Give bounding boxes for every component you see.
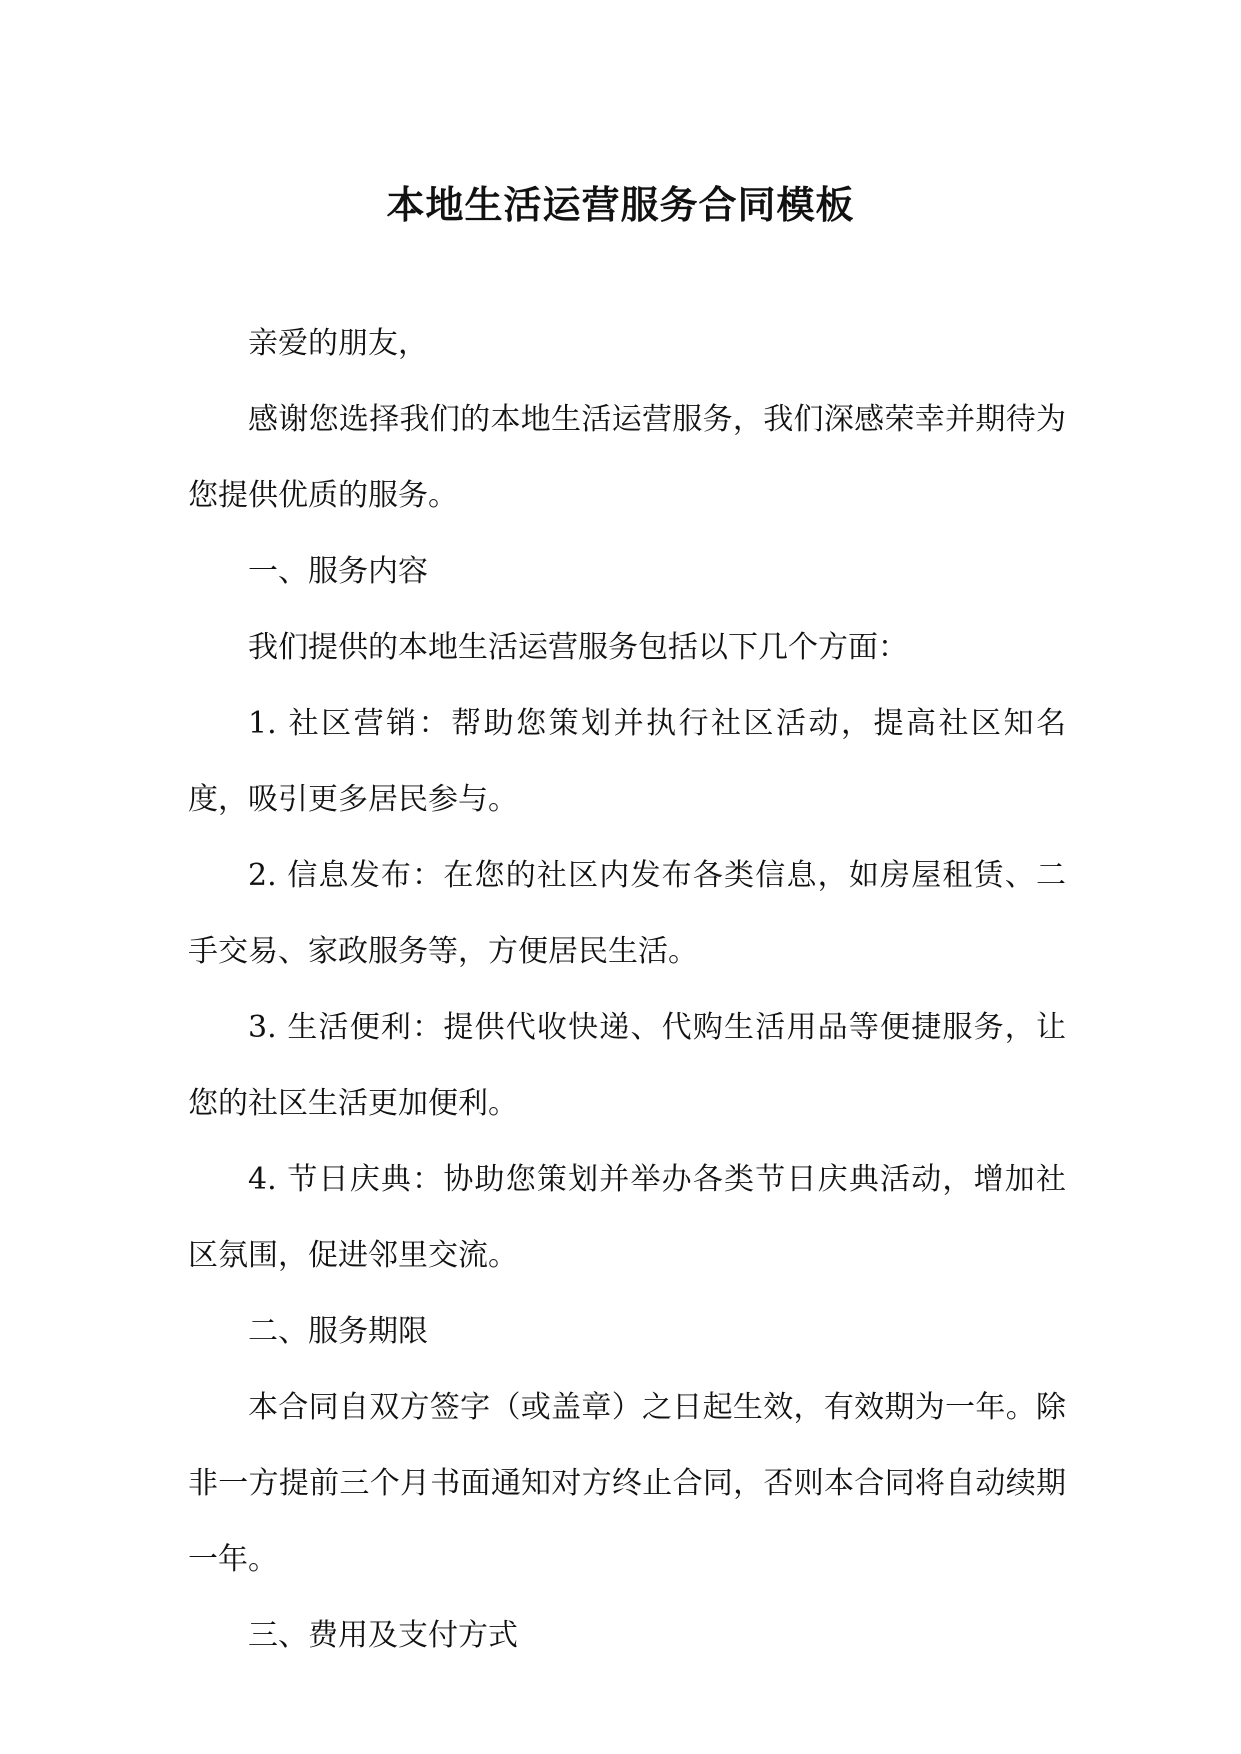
salutation: 亲爱的朋友， xyxy=(248,326,428,361)
service-item-3: 3. 生活便利：提供代收快递、代购生活用品等便捷服务，让您的社区生活更加便利。 xyxy=(188,1010,1066,1121)
document-title: 本地生活运营服务合同模板 xyxy=(386,183,855,227)
section-heading-service-term: 二、服务期限 xyxy=(248,1314,428,1349)
service-item-2: 2. 信息发布：在您的社区内发布各类信息，如房屋租赁、二手交易、家政服务等，方便居民生活。 xyxy=(188,858,1066,969)
document-body xyxy=(188,306,1066,1674)
section-heading-fees: 三、费用及支付方式 xyxy=(248,1618,518,1653)
service-content-intro: 我们提供的本地生活运营服务包括以下几个方面： xyxy=(248,630,908,665)
intro-paragraph: 感谢您选择我们的本地生活运营服务，我们深感荣幸并期待为您提供优质的服务。 xyxy=(188,402,1066,513)
service-item-1: 1. 社区营销：帮助您策划并执行社区活动，提高社区知名度，吸引更多居民参与。 xyxy=(188,706,1066,817)
service-term-paragraph: 本合同自双方签字（或盖章）之日起生效，有效期为一年。除非一方提前三个月书面通知对方终止合同，否则本合同将自动续期一年。 xyxy=(188,1390,1066,1577)
service-item-4: 4. 节日庆典：协助您策划并举办各类节日庆典活动，增加社区氛围，促进邻里交流。 xyxy=(188,1162,1066,1273)
section-heading-service-content: 一、服务内容 xyxy=(248,554,428,589)
